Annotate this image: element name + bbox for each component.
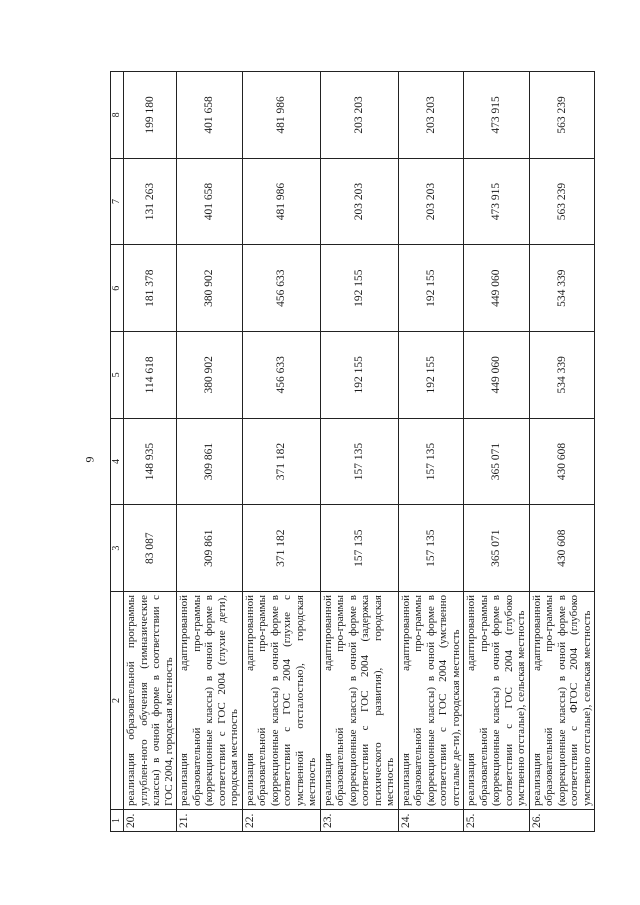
value-cell: 192 155 [398,245,464,332]
row-number: 20. [124,810,177,832]
value-cell: 181 378 [124,245,177,332]
value-cell: 449 060 [464,332,530,419]
value-cell: 380 902 [177,245,243,332]
header-cell: 4 [111,418,124,505]
row-description: реализация адаптированной образовательной про-граммы (коррекционные классы) в очной форме в соответствии с ГОС 2004 (глубоко умственно отсталые), сельская местность [464,592,530,810]
row-number: 25. [464,810,530,832]
value-cell: 371 182 [242,505,320,592]
value-cell: 563 239 [529,158,595,245]
rotated-table-wrapper [110,72,593,832]
value-cell: 365 071 [464,418,530,505]
value-cell: 481 986 [242,158,320,245]
value-cell: 430 608 [529,505,595,592]
header-cell: 1 [111,810,124,832]
value-cell: 148 935 [124,418,177,505]
row-description: реализация адаптированной образовательной про-граммы (коррекционные классы) в очной форме в соответствии с ГОС 2004 (глухие с умственной отсталостью), городская местность [242,592,320,810]
value-cell: 157 135 [398,505,464,592]
value-cell: 563 239 [529,72,595,159]
value-cell: 534 339 [529,245,595,332]
value-cell: 83 087 [124,505,177,592]
value-cell: 473 915 [464,72,530,159]
value-cell: 473 915 [464,158,530,245]
value-cell: 430 608 [529,418,595,505]
value-cell: 401 658 [177,158,243,245]
value-cell: 131 263 [124,158,177,245]
row-number: 24. [398,810,464,832]
header-cell: 2 [111,592,124,810]
row-number: 26. [529,810,595,832]
value-cell: 203 203 [398,158,464,245]
value-cell: 114 618 [124,332,177,419]
value-cell: 371 182 [242,418,320,505]
row-description: реализация адаптированной образовательной про-граммы (коррекционные классы) в очной форме в соответствии с ГОС 2004 (задержка психического развития), городская местность [320,592,398,810]
header-cell: 6 [111,245,124,332]
table-row [124,72,177,832]
page-number: 9 [82,456,97,463]
value-cell: 203 203 [320,72,398,159]
table-row [529,72,595,832]
row-description: реализация адаптированной образовательной про-граммы (коррекционные классы) в очной форме в соответствии с ГОС 2004 (глухие дети), городская местность [177,592,243,810]
value-cell: 365 071 [464,505,530,592]
value-cell: 380 902 [177,332,243,419]
header-cell: 8 [111,72,124,159]
value-cell: 199 180 [124,72,177,159]
row-number: 21. [177,810,243,832]
header-cell: 7 [111,158,124,245]
row-number: 22. [242,810,320,832]
value-cell: 481 986 [242,72,320,159]
value-cell: 192 155 [398,332,464,419]
value-cell: 203 203 [398,72,464,159]
row-description: реализация адаптированной образовательной про-граммы (коррекционные классы) в очной форме в соответствии с ГОС 2004 (умственно отсталые де-ти), городская местность [398,592,464,810]
table-row [398,72,464,832]
table-row [320,72,398,832]
table-row [242,72,320,832]
row-number: 23. [320,810,398,832]
value-cell: 449 060 [464,245,530,332]
value-cell: 157 135 [320,418,398,505]
header-cell: 5 [111,332,124,419]
value-cell: 456 633 [242,332,320,419]
cost-table [110,71,595,832]
value-cell: 157 135 [320,505,398,592]
row-description: реализация образовательной программы углублен-ного обучения (гимназические классы) в очной форме в соответствии с ГОС 2004, городская местность [124,592,177,810]
row-description: реализация адаптированной образовательной про-граммы (коррекционные классы) в очной форме в соответствии с ФГОС 2004 (глубоко умственно отсталые), сельская местность [529,592,595,810]
value-cell: 309 861 [177,505,243,592]
value-cell: 401 658 [177,72,243,159]
value-cell: 192 155 [320,332,398,419]
header-row [111,72,124,832]
value-cell: 309 861 [177,418,243,505]
value-cell: 203 203 [320,158,398,245]
header-cell: 3 [111,505,124,592]
value-cell: 157 135 [398,418,464,505]
value-cell: 534 339 [529,332,595,419]
value-cell: 456 633 [242,245,320,332]
table-row [177,72,243,832]
table-row [464,72,530,832]
value-cell: 192 155 [320,245,398,332]
